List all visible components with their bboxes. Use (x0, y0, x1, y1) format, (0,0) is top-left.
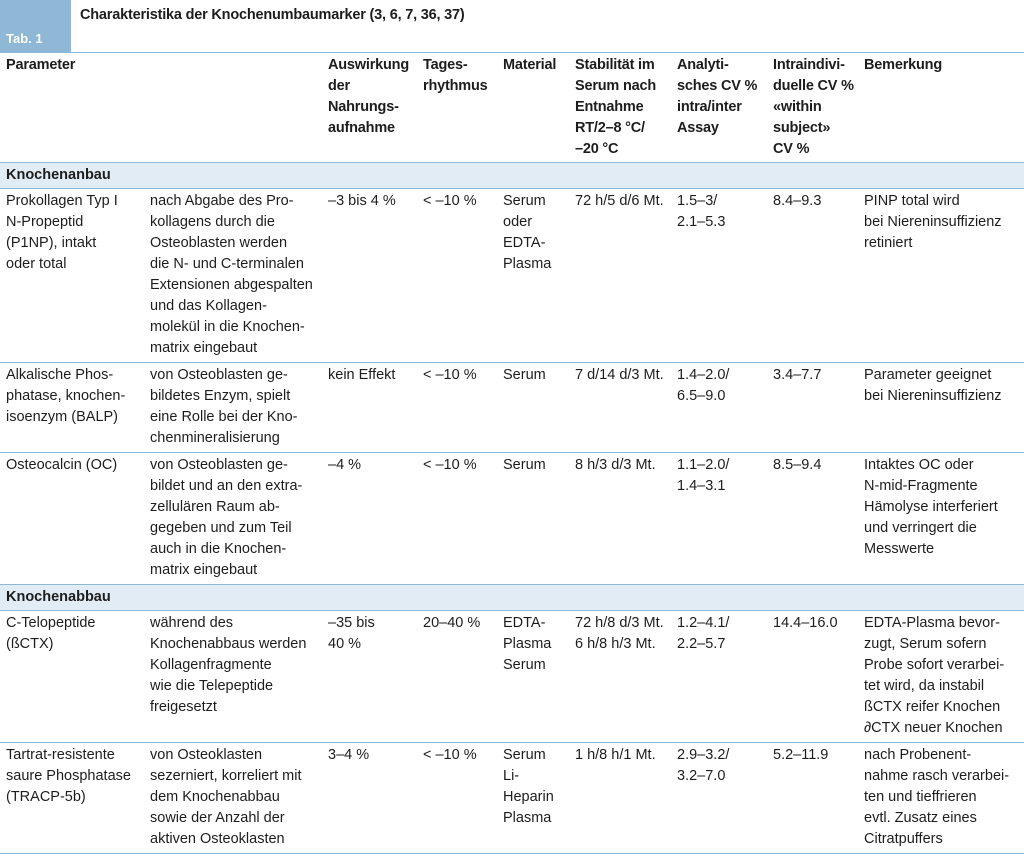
table-cell (569, 189, 671, 363)
cell-line: Material (503, 57, 557, 73)
cell-line: Intraindivi- (773, 57, 845, 73)
cell-line: 2.1–5.3 (677, 214, 726, 230)
table-row (0, 363, 1024, 453)
cell-line: Serum (503, 657, 546, 673)
cell-line: tet wird, da instabil (864, 678, 985, 694)
table-cell (671, 743, 767, 854)
cell-line: oder (503, 214, 533, 230)
cell-line: sches CV % (677, 78, 758, 94)
cell-line: (P1NP), intakt (6, 235, 97, 251)
cell-line: Assay (677, 120, 719, 136)
table-row (0, 189, 1024, 363)
column-header (767, 53, 858, 163)
cell-line: < –10 % (423, 457, 477, 473)
column-header (858, 53, 1024, 163)
cell-line: Extensionen abgespalten (150, 277, 313, 293)
cell-line: 3.4–7.7 (773, 367, 822, 383)
cell-line: Li- (503, 768, 520, 784)
cell-line: 8.4–9.3 (773, 193, 822, 209)
cell-line: der (328, 78, 350, 94)
table-cell (671, 611, 767, 743)
cell-line: 5.2–11.9 (773, 747, 829, 763)
table-cell (417, 743, 497, 854)
table-cell (497, 611, 569, 743)
cell-line: CV % (773, 141, 810, 157)
table-cell (144, 743, 322, 854)
cell-line: –3 bis 4 % (328, 193, 396, 209)
section-header-row (0, 163, 1024, 189)
header-row (0, 53, 1024, 163)
column-header (417, 53, 497, 163)
cell-line: 20–40 % (423, 615, 481, 631)
cell-line: Nahrungs- (328, 99, 399, 115)
table-cell (0, 363, 144, 453)
cell-line: Parameter geeignet (864, 367, 992, 383)
cell-line: EDTA- (503, 235, 546, 251)
table-cell (417, 363, 497, 453)
column-header (497, 53, 569, 163)
cell-line: 7 d/14 d/3 Mt. (575, 367, 664, 383)
cell-line: auch in die Knochen- (150, 541, 287, 557)
table-cell (671, 189, 767, 363)
table-tab-label (0, 0, 71, 53)
cell-line: Tartrat-resistente (6, 747, 115, 763)
cell-line: Plasma (503, 636, 552, 652)
marker-table (0, 53, 1024, 854)
cell-line: 1.5–3/ (677, 193, 718, 209)
table-cell (858, 611, 1024, 743)
table-cell (322, 363, 417, 453)
cell-line: ∂CTX neuer Knochen (864, 720, 1003, 736)
cell-line: 14.4–16.0 (773, 615, 838, 631)
cell-line: N-mid-Fragmente (864, 478, 978, 494)
cell-line: von Osteoblasten ge- (150, 457, 288, 473)
cell-line: saure Phosphatase (6, 768, 131, 784)
table-cell (497, 189, 569, 363)
cell-line: < –10 % (423, 747, 477, 763)
cell-line: Serum (503, 193, 546, 209)
cell-line: N-Propeptid (6, 214, 84, 230)
cell-line: aktiven Osteoklasten (150, 831, 285, 847)
cell-line: nach Abgabe des Pro- (150, 193, 294, 209)
cell-line: Heparin (503, 789, 554, 805)
table-number: Tab. 1 (6, 31, 43, 46)
cell-line: sezerniert, korreliert mit (150, 768, 302, 784)
table-cell (569, 743, 671, 854)
table-cell (144, 453, 322, 585)
table-cell (858, 363, 1024, 453)
cell-line: 2.2–5.7 (677, 636, 726, 652)
cell-line: die N- und C-terminalen (150, 256, 304, 272)
cell-line: freigesetzt (150, 699, 217, 715)
cell-line: aufnahme (328, 120, 395, 136)
cell-line: ten und tieffrieren (864, 789, 977, 805)
cell-line: bildetes Enzym, spielt (150, 388, 291, 404)
cell-line: phatase, knochen- (6, 388, 126, 404)
table-cell (144, 363, 322, 453)
cell-line: Hämolyse interferiert (864, 499, 998, 515)
cell-line: 40 % (328, 636, 362, 652)
cell-line: zugt, Serum sofern (864, 636, 987, 652)
cell-line: Probe sofort verarbei- (864, 657, 1005, 673)
table-cell (0, 189, 144, 363)
cell-line: kollagens durch die (150, 214, 275, 230)
cell-line: Serum (503, 747, 546, 763)
cell-line: nahme rasch verarbei- (864, 768, 1010, 784)
cell-line: ßCTX reifer Knochen (864, 699, 1001, 715)
cell-line: Messwerte (864, 541, 935, 557)
cell-line: Kollagenfragmente (150, 657, 272, 673)
cell-line: matrix eingebaut (150, 562, 258, 578)
table-cell (858, 743, 1024, 854)
table-cell (767, 611, 858, 743)
table-cell (767, 743, 858, 854)
cell-line: isoenzym (BALP) (6, 409, 119, 425)
cell-line: < –10 % (423, 193, 477, 209)
cell-line: Plasma (503, 810, 552, 826)
cell-line: matrix eingebaut (150, 340, 258, 356)
table-cell (497, 743, 569, 854)
table-row (0, 611, 1024, 743)
cell-line: 1 h/8 h/1 Mt. (575, 747, 656, 763)
table-cell (767, 189, 858, 363)
cell-line: subject» (773, 120, 831, 136)
cell-line: und verringert die (864, 520, 977, 536)
cell-line: von Osteoblasten ge- (150, 367, 288, 383)
column-header (569, 53, 671, 163)
cell-line: 6 h/8 h/3 Mt. (575, 636, 656, 652)
table-cell (0, 611, 144, 743)
cell-line: –35 bis (328, 615, 375, 631)
cell-line: «within (773, 99, 822, 115)
column-header (322, 53, 417, 163)
column-header (144, 53, 322, 163)
table-row (0, 453, 1024, 585)
cell-line: duelle CV % (773, 78, 854, 94)
cell-line: 1.4–2.0/ (677, 367, 730, 383)
cell-line: EDTA-Plasma bevor- (864, 615, 1000, 631)
cell-line: Entnahme (575, 99, 644, 115)
table-row (0, 743, 1024, 854)
table-cell (671, 453, 767, 585)
column-header (0, 53, 144, 163)
table-cell (671, 363, 767, 453)
cell-line: Alkalische Phos- (6, 367, 114, 383)
cell-line: 3–4 % (328, 747, 370, 763)
cell-line: während des (150, 615, 234, 631)
section-label: Knochenabbau (0, 585, 1024, 611)
cell-line: 1.1–2.0/ (677, 457, 730, 473)
table-cell (569, 453, 671, 585)
cell-line: sowie der Anzahl der (150, 810, 285, 826)
table-title: Charakteristika der Knochenumbaumarker (3, 6, 7, 36, 37) (80, 7, 465, 23)
table-cell (322, 743, 417, 854)
cell-line: Tages- (423, 57, 468, 73)
cell-line: EDTA- (503, 615, 546, 631)
cell-line: 8.5–9.4 (773, 457, 822, 473)
cell-line: 1.4–3.1 (677, 478, 726, 494)
cell-line: Knochenabbaus werden (150, 636, 307, 652)
cell-line: Prokollagen Typ I (6, 193, 118, 209)
table-cell (858, 453, 1024, 585)
cell-line: Serum (503, 367, 546, 383)
table-cell (144, 189, 322, 363)
table-cell (858, 189, 1024, 363)
cell-line: –4 % (328, 457, 362, 473)
cell-line: bei Niereninsuffizienz (864, 214, 1002, 230)
cell-line: (TRACP-5b) (6, 789, 86, 805)
cell-line: Citratpuffers (864, 831, 943, 847)
table-cell (417, 611, 497, 743)
cell-line: –20 °C (575, 141, 619, 157)
cell-line: eine Rolle bei der Kno- (150, 409, 298, 425)
table-cell (767, 363, 858, 453)
cell-line: Parameter (6, 57, 76, 73)
cell-line: oder total (6, 256, 67, 272)
cell-line: molekül in die Knochen- (150, 319, 305, 335)
table-cell (0, 743, 144, 854)
cell-line: wie die Telepeptide (150, 678, 274, 694)
table-cell (417, 189, 497, 363)
table-cell (322, 611, 417, 743)
cell-line: Osteocalcin (OC) (6, 457, 118, 473)
cell-line: nach Probenent- (864, 747, 972, 763)
table-cell (417, 453, 497, 585)
cell-line: PINP total wird (864, 193, 960, 209)
table-cell (569, 611, 671, 743)
cell-line: zellulären Raum ab- (150, 499, 280, 515)
cell-line: gegeben und zum Teil (150, 520, 292, 536)
table-cell (322, 453, 417, 585)
cell-line: Serum nach (575, 78, 656, 94)
cell-line: Analyti- (677, 57, 729, 73)
table-cell (497, 453, 569, 585)
cell-line: bildet und an den extra- (150, 478, 303, 494)
table-cell (497, 363, 569, 453)
cell-line: intra/inter (677, 99, 742, 115)
cell-line: Osteoblasten werden (150, 235, 288, 251)
cell-line: RT/2–8 °C/ (575, 120, 645, 136)
cell-line: Stabilität im (575, 57, 655, 73)
cell-line: dem Knochenabbau (150, 789, 280, 805)
table-cell (322, 189, 417, 363)
cell-line: < –10 % (423, 367, 477, 383)
cell-line: von Osteoklasten (150, 747, 263, 763)
cell-line: 72 h/8 d/3 Mt. (575, 615, 664, 631)
cell-line: kein Effekt (328, 367, 396, 383)
table-body (0, 163, 1024, 854)
cell-line: evtl. Zusatz eines (864, 810, 977, 826)
cell-line: C-Telopeptide (6, 615, 96, 631)
column-header (671, 53, 767, 163)
section-header-row (0, 585, 1024, 611)
cell-line: Intaktes OC oder (864, 457, 974, 473)
table-cell (569, 363, 671, 453)
cell-line: 2.9–3.2/ (677, 747, 730, 763)
cell-line: 8 h/3 d/3 Mt. (575, 457, 656, 473)
cell-line: bei Niereninsuffizienz (864, 388, 1002, 404)
cell-line: Plasma (503, 256, 552, 272)
cell-line: Bemerkung (864, 57, 942, 73)
cell-line: Auswirkung (328, 57, 409, 73)
cell-line: 1.2–4.1/ (677, 615, 730, 631)
cell-line: und das Kollagen- (150, 298, 267, 314)
cell-line: 6.5–9.0 (677, 388, 726, 404)
cell-line: 72 h/5 d/6 Mt. (575, 193, 664, 209)
cell-line: (ßCTX) (6, 636, 54, 652)
cell-line: chenmineralisierung (150, 430, 280, 446)
cell-line: 3.2–7.0 (677, 768, 726, 784)
cell-line: retiniert (864, 235, 913, 251)
cell-line: rhythmus (423, 78, 488, 94)
cell-line: Serum (503, 457, 546, 473)
section-label: Knochenanbau (0, 163, 1024, 189)
table-cell (144, 611, 322, 743)
table-cell (767, 453, 858, 585)
table-header (0, 53, 1024, 163)
table-cell (0, 453, 144, 585)
